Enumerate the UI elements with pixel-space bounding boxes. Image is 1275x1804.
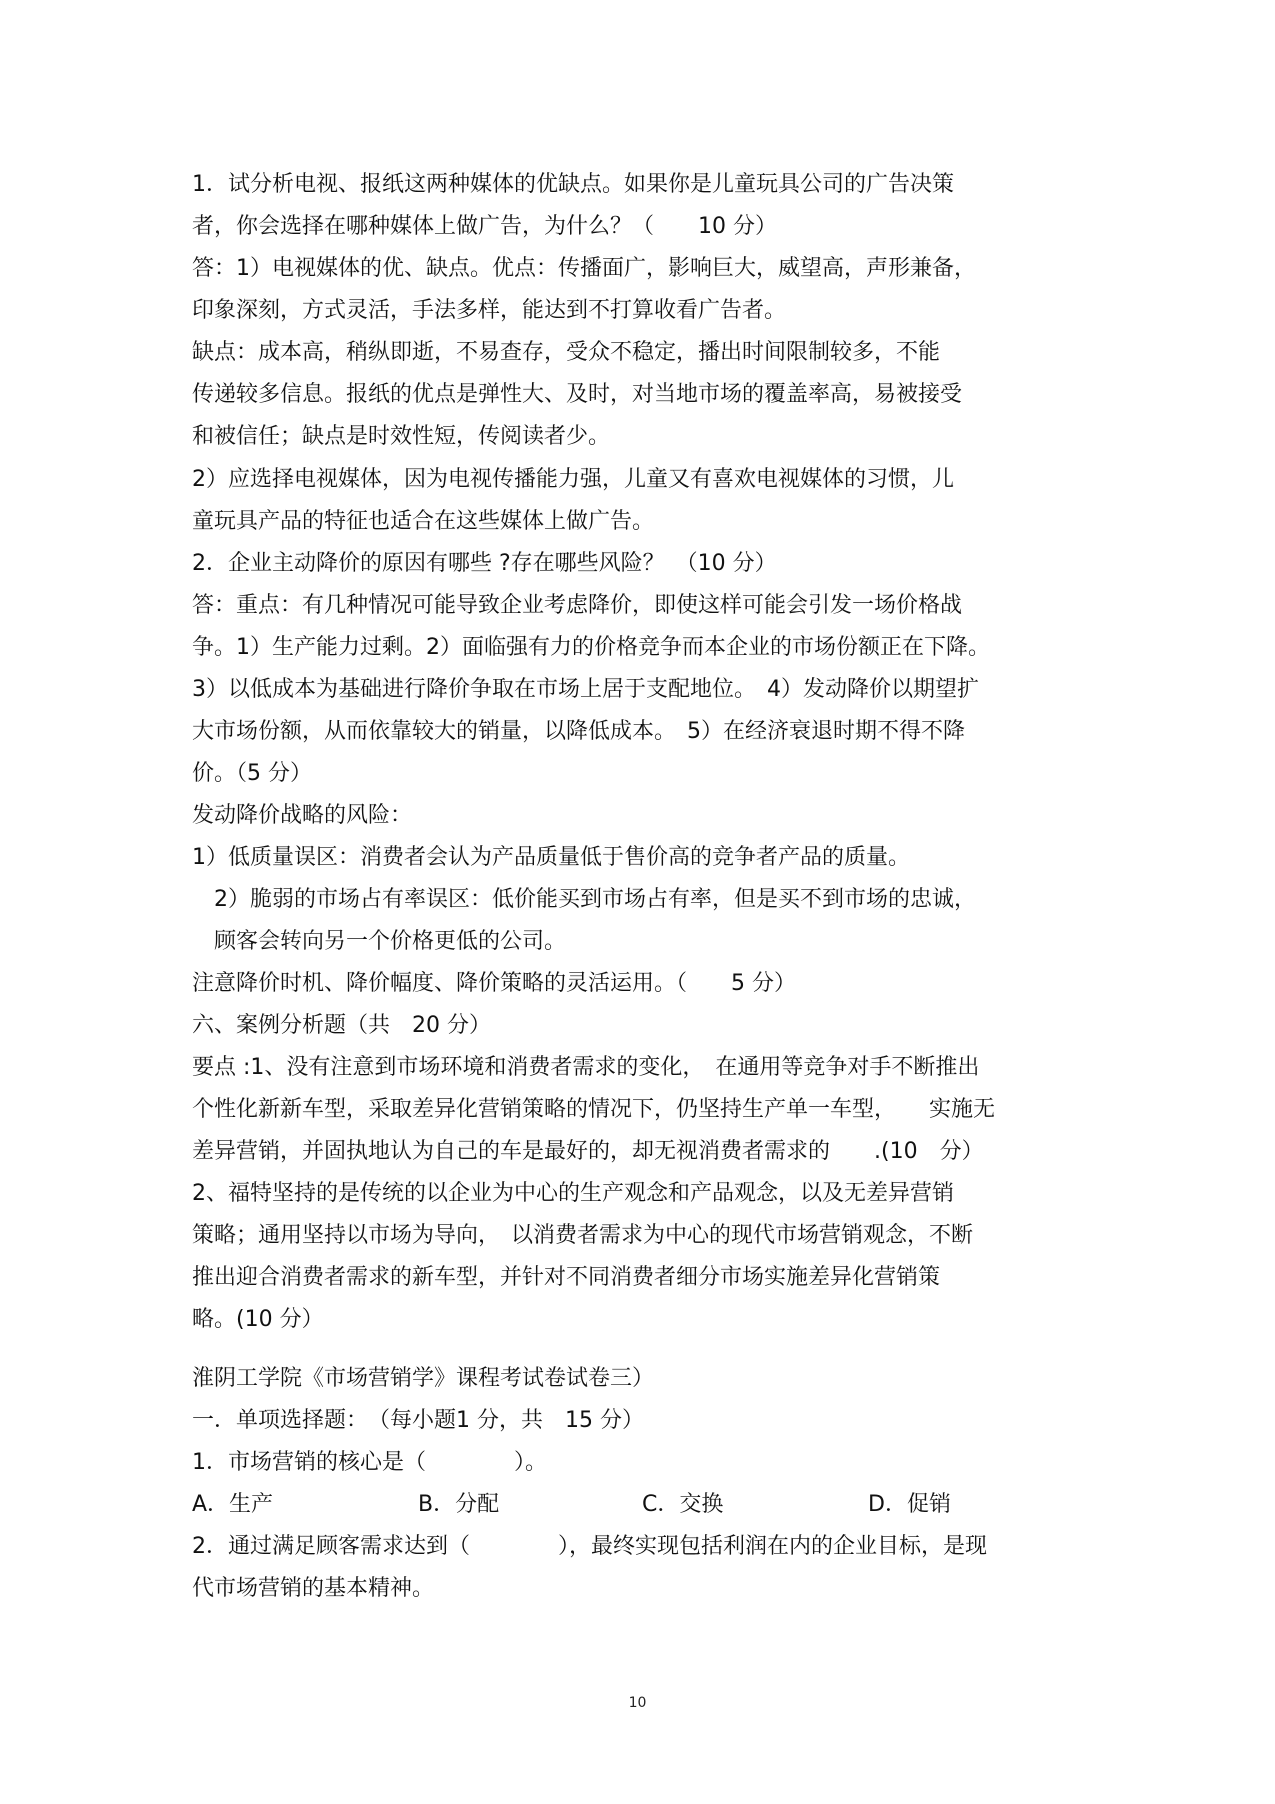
answer-1-line-2: 印象深刻，方式灵活，手法多样，能达到不打算收看广告者。	[192, 298, 787, 323]
case-point-2-line-4: 略。(10 分）	[192, 1307, 324, 1332]
question-1-line-2: 者，你会选择在哪种媒体上做广告，为什么？（ 10 分）	[192, 214, 777, 239]
case-point-2-line-1: 2、福特坚持的是传统的以企业为中心的生产观念和产品观念，以及无差异营销	[192, 1181, 954, 1206]
case-point-2-line-3: 推出迎合消费者需求的新车型，并针对不同消费者细分市场实施差异化营销策	[192, 1265, 941, 1290]
answer-2-line-3: 3）以低成本为基础进行降价争取在市场上居于支配地位。 4）发动降价以期望扩	[192, 677, 979, 702]
case-point-1-line-1: 要点 :1、没有注意到市场环境和消费者需求的变化， 在通用等竞争对手不断推出	[192, 1055, 980, 1080]
answer-2-line-4: 大市场份额，从而依靠较大的销量，以降低成本。 5）在经济衰退时期不得不降	[192, 719, 965, 744]
exam-title: 淮阴工学院《市场营销学》课程考试卷试卷三）	[192, 1366, 655, 1391]
case-point-1-line-3: 差异营销，并固执地认为自己的车是最好的，却无视消费者需求的 .(10 分）	[192, 1139, 984, 1164]
case-point-1-line-2: 个性化新新车型，采取差异化营销策略的情况下，仍坚持生产单一车型， 实施无	[192, 1097, 996, 1122]
risk-note: 注意降价时机、降价幅度、降价策略的灵活运用。（ 5 分）	[192, 971, 796, 996]
option-b: B．分配	[418, 1492, 500, 1517]
answer-1-line-5: 和被信任；缺点是时效性短，传阅读者少。	[192, 424, 611, 449]
answer-1-line-6: 2）应选择电视媒体，因为电视传播能力强，儿童又有喜欢电视媒体的习惯，儿	[192, 467, 954, 492]
section-6-heading: 六、案例分析题（共 20 分）	[192, 1013, 491, 1038]
question-2-line: 2．企业主动降价的原因有哪些 ?存在哪些风险？ （10 分）	[192, 551, 777, 576]
choice-question-1: 1．市场营销的核心是（ ）。	[192, 1450, 547, 1475]
answer-1-line-4: 传递较多信息。报纸的优点是弹性大、及时，对当地市场的覆盖率高，易被接受	[192, 382, 963, 407]
section-1-heading: 一．单项选择题： （每小题1 分，共 15 分）	[192, 1408, 644, 1433]
risk-item-1: 1）低质量误区：消费者会认为产品质量低于售价高的竞争者产品的质量。	[192, 845, 910, 870]
page-number: 10	[628, 1695, 647, 1711]
answer-1-line-1: 答：1）电视媒体的优、缺点。优点：传播面广，影响巨大，威望高，声形兼备，	[192, 256, 976, 281]
choice-question-2-line-2: 代市场营销的基本精神。	[192, 1576, 435, 1601]
risk-item-2-line-2: 顾客会转向另一个价格更低的公司。	[214, 929, 567, 954]
answer-2-line-5: 价。（5 分）	[192, 761, 312, 786]
answer-2-line-2: 争。1）生产能力过剩。2）面临强有力的价格竞争而本企业的市场份额正在下降。	[192, 635, 990, 660]
answer-2-line-1: 答：重点：有几种情况可能导致企业考虑降价，即使这样可能会引发一场价格战	[192, 593, 963, 618]
option-c: C．交换	[642, 1492, 724, 1517]
question-1-line-1: 1．试分析电视、报纸这两种媒体的优缺点。如果你是儿童玩具公司的广告决策	[192, 172, 954, 197]
risk-heading: 发动降价战略的风险：	[192, 803, 413, 828]
case-point-2-line-2: 策略；通用坚持以市场为导向， 以消费者需求为中心的现代市场营销观念，不断	[192, 1223, 974, 1248]
choice-options	[192, 1490, 1092, 1520]
option-a: A．生产	[192, 1492, 274, 1517]
option-d: D．促销	[868, 1492, 951, 1517]
answer-1-line-3: 缺点：成本高，稍纵即逝，不易查存，受众不稳定，播出时间限制较多，不能	[192, 340, 941, 365]
choice-question-2-line-1: 2．通过满足顾客需求达到（ ），最终实现包括利润在内的企业目标，是现	[192, 1534, 987, 1559]
risk-item-2-line-1: 2）脆弱的市场占有率误区：低价能买到市场占有率，但是买不到市场的忠诚，	[214, 887, 976, 912]
answer-1-line-7: 童玩具产品的特征也适合在这些媒体上做广告。	[192, 509, 655, 534]
